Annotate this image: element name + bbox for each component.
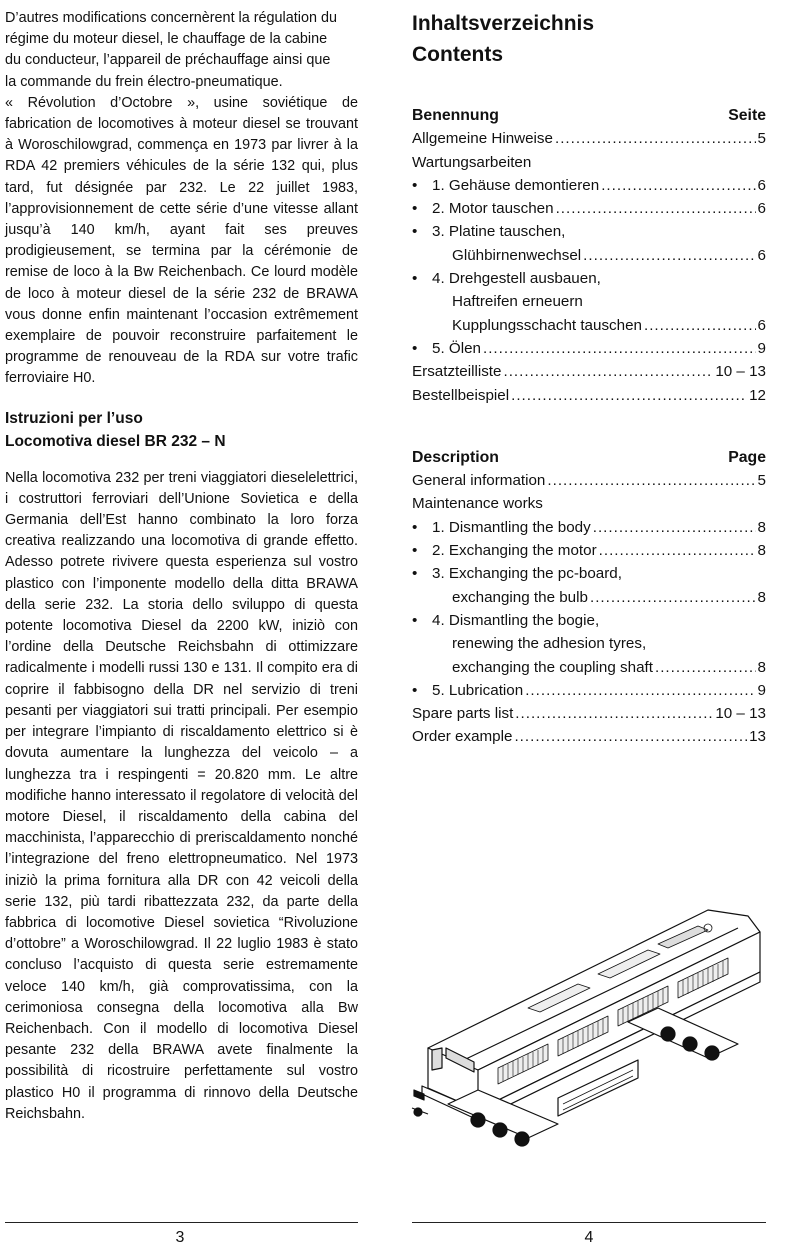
toc-header [412,104,766,127]
toc-entry-page: 5 [757,472,766,490]
toc-entry-page: 6 [757,200,766,218]
leader-dots [525,679,755,702]
leader-dots [515,702,713,725]
bullet-icon: • [412,565,418,583]
title-german: Inhaltsverzeichnis [412,12,595,35]
bullet-icon: • [412,542,418,560]
italian-heading: Istruzioni per l’uso [5,409,143,427]
toc-entry-page: 9 [757,681,766,699]
toc-entry[interactable] [412,384,766,407]
toc-entry[interactable] [412,562,766,609]
leader-dots [655,656,756,679]
toc-entry[interactable] [412,516,766,539]
leader-dots [644,314,756,337]
toc-entry[interactable] [412,679,766,702]
toc-section-label: Wartungsarbeiten [412,153,532,171]
bullet-icon: • [412,681,418,699]
toc-entry[interactable] [412,220,766,267]
leader-dots [483,337,756,360]
toc-entry-label: Ersatzteilliste [412,363,502,381]
toc-entry[interactable] [412,609,766,679]
bullet-icon: • [412,270,418,288]
toc-entry[interactable] [412,197,766,220]
toc-entry-label: 3. Exchanging the pc-board, [432,565,622,583]
toc-entry-page: 13 [749,728,766,746]
toc-section-label: Maintenance works [412,495,543,513]
toc-entry-page: 8 [757,658,766,676]
toc-entry-label: 3. Platine tauschen, [432,223,566,241]
title-english: Contents [412,43,503,66]
leader-dots [593,516,756,539]
toc-entry-label: Haftreifen erneuern [452,293,583,311]
toc-entry-label: Spare parts list [412,705,514,723]
toc-entry-label: Order example [412,728,513,746]
toc-entry-label: 1. Dismantling the body [432,518,591,536]
leader-dots [556,197,756,220]
leader-dots [503,360,713,383]
bullet-icon: • [412,176,418,194]
toc-entry-page: 12 [749,386,766,404]
toc-entry-label: 2. Exchanging the motor [432,542,597,560]
toc-english [412,446,766,749]
footer-rule-right [412,1222,766,1223]
toc-entry-label: 4. Dismantling the bogie, [432,611,600,629]
toc-entry[interactable] [412,725,766,748]
italian-subheading: Locomotiva diesel BR 232 – N [5,432,226,450]
bullet-icon: • [412,339,418,357]
toc-entry-page: 8 [757,542,766,560]
bullet-icon: • [412,223,418,241]
left-column [5,8,358,1125]
toc-entry-page: 5 [757,130,766,148]
leader-dots [599,539,756,562]
toc-entry-label: Bestellbeispiel [412,386,510,404]
toc-entry-label: 4. Drehgestell ausbauen, [432,270,601,288]
french-line: D’autres modifications concernèrent la régulation du [5,10,337,26]
toc-entry-page: 6 [757,316,766,334]
toc-entry[interactable] [412,174,766,197]
toc-entry-label: Allgemeine Hinweise [412,130,553,148]
toc-header [412,446,766,469]
french-line: la commande du frein électro-pneumatique. [5,73,283,90]
leader-dots [514,725,747,748]
french-line: régime du moteur diesel, le chauffage de la cabine [5,31,328,48]
footer-rule-left [5,1222,358,1223]
italian-body: Nella locomotiva 232 per treni viaggiatori dieselelettrici, i costruttori ferroviari dell’Unione Sovietica e della Germania dell’Est hanno combinato la loro forza creativa realizzando una locomotiva di grande effetto. Adesso potrete rivivere questa esperienza sul vostro plastico con l’imponente modello della ditta BRAWA della serie 232. La storia dello sviluppo di questa potente locomotiva Diesel da 2200 kW, iniziò con l’ordine della Deutsche Reichsbahn di ottimizzare radicalmente i modelli russi 130 e 131. Il compito era di coprire il fabbisogno della DR nel servizio di treni pesanti per viaggiatori sui tratti principali. Per esempio per integrare l’impianto di riscaldamento elettrico si è dovuta aumentare la lunghezza del veicolo – a lunghezza tra i respingenti = 20.820 mm. Le altre modifiche hanno interessato il regolatore di velocità del motore Diesel, il riscaldamento della cabina del macchinista, l’apparecchio di preriscaldamento nonché l’integrazione del freno elettropneumatico. Nel 1973 iniziò la prima fornitura alla DR con 42 veicoli della serie 132, più tardi ribattezzata 232, da parte della fabbrica di locomotive Diesel sovietica “Rivoluzione d’ottobre” a Woroschilowgrad. Il 22 luglio 1983 è stato concluso l’acquisto di questa serie estremamente veloce 140 km/h, già comprovatissima, con la cerimoniosa consegna della locomotiva alla Bw Reichenbach. Con il modello di locomotiva Diesel pesante 232 della BRAWA avete finalmente la possibilità di ricostruire perfettamente sul vostro plastico H0 il programma di rinnovo della Deutsche Reichsbahn. [5,469,358,1122]
french-paragraph-2: « Révolution d’Octobre », usine soviétique de fabrication de locomotives à moteur diesel se trouvant à Woroschilowgrad, commença en 1973 par livrer à la RDA 42 premiers véhicules de la série 132 qui, plus tard, fut désignée par 232. Le 22 juillet 1983, l’approvisionnement de cette série d’une vitesse allant jusqu’à 140 km/h, ayant fait ses preuves prodigieusement, se termina par la cérémonie de remise de loco à la Bw Reichenbach. Ce lourd modèle de loco à moteur diesel de la série 232 de BRAWA vous donne enfin maintenant l’occasion extrêmement exemplaire de pouvoir reconstruire parfaitement le programme de renouveau de la RDA sur votre trafic ferroviaire H0. [5,94,358,387]
toc-entry-label: renewing the adhesion tyres, [452,635,647,653]
locomotive-line-drawing-icon [408,898,770,1152]
page-number-right: 4 [584,1229,594,1246]
leader-dots [601,174,755,197]
toc-entry[interactable] [412,539,766,562]
toc-entry[interactable] [412,360,766,383]
leader-dots [547,469,755,492]
toc-entry-label: Glühbirnenwechsel [452,246,582,264]
toc-entry-page: 6 [757,246,766,264]
toc-entry[interactable] [412,127,766,150]
toc-entry-label: 2. Motor tauschen [432,200,554,218]
toc-entry-label: Kupplungsschacht tauschen [452,316,642,334]
leader-dots [590,586,756,609]
toc-entry-page: 8 [757,588,766,606]
toc-entry-page: 8 [757,518,766,536]
toc-entry[interactable] [412,469,766,492]
toc-german [412,104,766,407]
toc-entry-label: exchanging the coupling shaft [452,658,653,676]
toc-entry-page: 10 – 13 [715,705,766,723]
toc-entry-label: 1. Gehäuse demontieren [432,176,600,194]
toc-header-page: Seite [728,107,766,124]
bullet-icon: • [412,200,418,218]
toc-header-label: Description [412,448,499,466]
french-line: du conducteur, l’appareil de préchauffage ainsi que [5,52,331,69]
leader-dots [511,384,747,407]
toc-entry-label: 5. Ölen [432,339,481,357]
leader-dots [583,244,755,267]
toc-entry-label: General information [412,472,546,490]
french-paragraph-1 [5,8,358,93]
bullet-icon: • [412,611,418,629]
page-number-left: 3 [175,1229,185,1246]
toc-entry[interactable] [412,267,766,337]
toc-entry[interactable] [412,337,766,360]
toc-header-label: Benennung [412,107,499,124]
toc-entry[interactable] [412,702,766,725]
toc-entry-page: 10 – 13 [715,363,766,381]
toc-entry-page: 9 [757,339,766,357]
toc-entry-page: 6 [757,176,766,194]
italian-section [5,407,358,1125]
toc-header-page: Page [728,448,766,466]
leader-dots [555,127,756,150]
toc-entry-label: exchanging the bulb [452,588,588,606]
toc-entry-label: 5. Lubrication [432,681,524,699]
bullet-icon: • [412,518,418,536]
right-column [412,8,766,749]
